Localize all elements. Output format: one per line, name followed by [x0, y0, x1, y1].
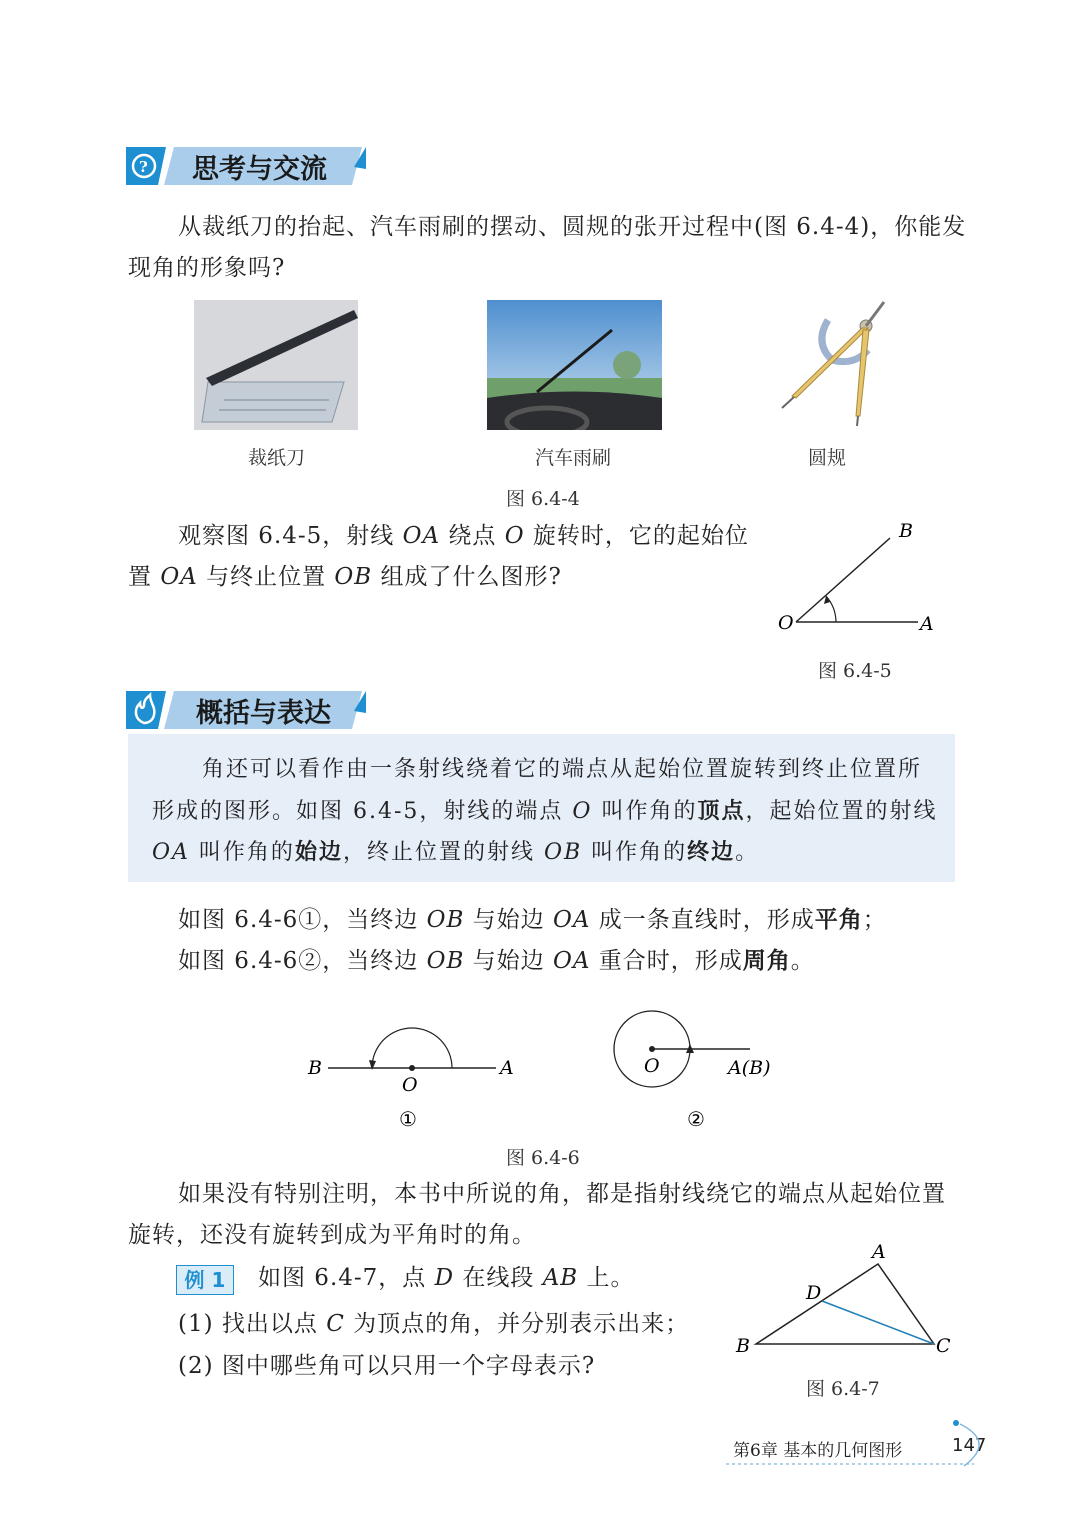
page-number: 147 [952, 1435, 987, 1456]
point-a: A [872, 1241, 886, 1263]
figure-label-647: 图 6.4-7 [806, 1378, 880, 1400]
d1-point-o: O [402, 1074, 418, 1096]
figure-label-644: 图 6.4-4 [506, 488, 580, 510]
compass-drawing [776, 298, 888, 430]
observe-line-1: 观察图 6.4-5，射线 OA 绕点 O 旋转时，它的起始位 [178, 523, 749, 549]
vertex-o-1 [409, 1065, 415, 1071]
segment-dc [822, 1301, 934, 1344]
ray-ob [796, 538, 890, 622]
example-tag: 例 1 [176, 1265, 234, 1295]
d1-point-a: A [500, 1057, 514, 1079]
d2-point-ab: A(B) [728, 1057, 771, 1079]
section-title-summary: 概括与表达 [196, 698, 331, 729]
point-b: B [736, 1335, 750, 1357]
d1-point-b: B [308, 1057, 322, 1079]
caption-paper-cutter: 裁纸刀 [248, 447, 306, 469]
point-b-label: B [899, 520, 913, 542]
example-question-2: (2) 图中哪些角可以只用一个字母表示? [178, 1353, 596, 1379]
footer-chapter: 第6章 基本的几何图形 [733, 1441, 903, 1461]
summary-line-1: 角还可以看作由一条射线绕着它的端点从起始位置旋转到终止位置所 [202, 757, 923, 782]
summary-box [128, 734, 955, 882]
angle-diagram-645 [770, 512, 950, 642]
caption-wiper: 汽车雨刷 [535, 447, 612, 469]
vertex-o-2 [649, 1046, 655, 1052]
d2-number: ② [687, 1107, 705, 1131]
triangle-diagram-647 [730, 1236, 960, 1366]
point-a-label: A [920, 613, 934, 635]
example-question-1: (1) 找出以点 C 为顶点的角，并分别表示出来； [178, 1311, 690, 1337]
svg-text:?: ? [139, 158, 148, 176]
full-angle-sentence: 如图 6.4-6②，当终边 OB 与始边 OA 重合时，形成周角。 [178, 948, 815, 974]
angle-diagram-646 [300, 1000, 800, 1140]
paper-cutter-photo [194, 300, 358, 430]
point-d: D [806, 1282, 822, 1304]
wiper-photo [487, 300, 662, 430]
figure-label-646: 图 6.4-6 [506, 1147, 580, 1169]
semicircle-arc [372, 1028, 452, 1068]
point-c: C [936, 1335, 951, 1357]
d1-number: ① [399, 1107, 417, 1131]
intro-line-1: 从裁纸刀的抬起、汽车雨刷的摆动、圆规的张开过程中(图 6.4-4)，你能发 [178, 214, 967, 240]
note-line-1: 如果没有特别注明，本书中所说的角，都是指射线绕它的端点从起始位置 [178, 1181, 946, 1207]
footer-decoration [724, 1416, 994, 1470]
section-title-think: 思考与交流 [192, 154, 327, 185]
caption-compass: 圆规 [808, 447, 847, 469]
triangle-abc [756, 1264, 934, 1344]
figure-label-645: 图 6.4-5 [818, 660, 892, 682]
summary-line-3: OA 叫作角的始边，终止位置的射线 OB 叫作角的终边。 [152, 840, 760, 865]
intro-line-2: 现角的形象吗? [128, 255, 286, 281]
note-line-2: 旋转，还没有旋转到成为平角时的角。 [128, 1222, 536, 1248]
summary-line-2: 形成的图形。如图 6.4-5，射线的端点 O 叫作角的顶点，起始位置的射线 [152, 799, 938, 824]
straight-angle-sentence: 如图 6.4-6①，当终边 OB 与始边 OA 成一条直线时，形成平角； [178, 907, 887, 933]
d2-point-o: O [644, 1055, 660, 1077]
point-o-label: O [778, 612, 794, 634]
example-statement: 如图 6.4-7，点 D 在线段 AB 上。 [258, 1265, 635, 1291]
observe-line-2: 置 OA 与终止位置 OB 组成了什么图形? [128, 564, 562, 590]
